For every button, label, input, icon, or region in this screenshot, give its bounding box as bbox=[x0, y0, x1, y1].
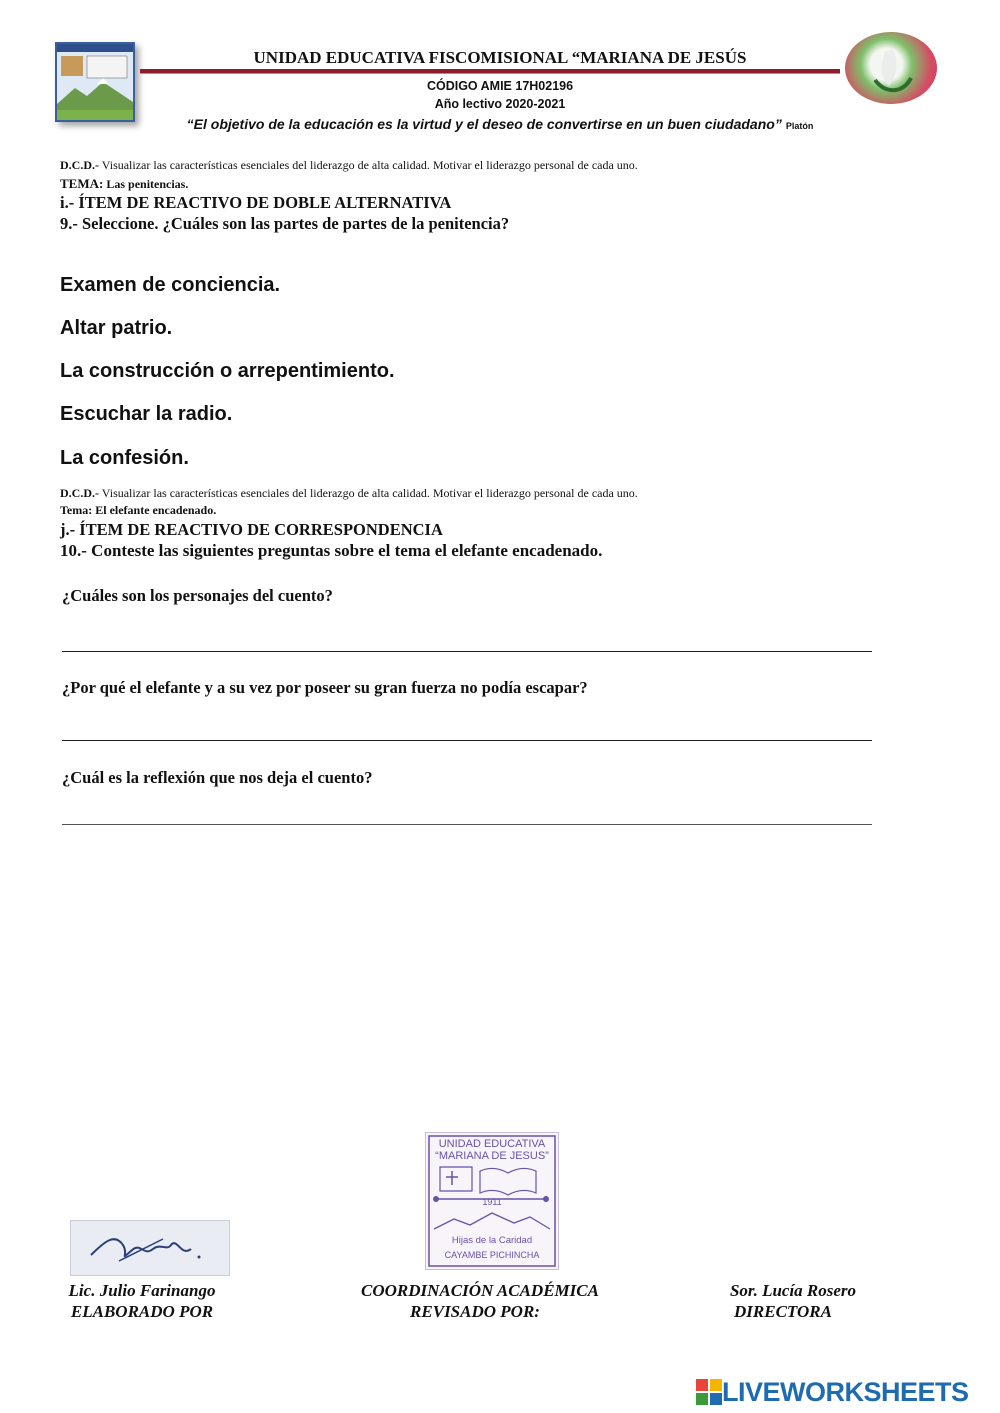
stamp-motto: Hijas de la Caridad bbox=[451, 1235, 533, 1246]
handwritten-signature bbox=[70, 1220, 230, 1276]
tema-label: TEMA: bbox=[60, 176, 104, 191]
sub-question-1: ¿Cuáles son los personajes del cuento? bbox=[62, 586, 333, 605]
dcd-line-2 bbox=[60, 486, 960, 501]
stamp-line-2: “MARIANA DE JESUS” bbox=[435, 1150, 549, 1162]
item-i-title: i.- ÍTEM DE REACTIVO DE DOBLE ALTERNATIVA bbox=[60, 193, 452, 212]
motto bbox=[60, 116, 940, 132]
signature-3-role: DIRECTORA bbox=[734, 1302, 832, 1321]
dcd-text-2: Visualizar las características esenciales del liderazgo de alta calidad. Motivar el liderazgo personal de cada uno. bbox=[99, 486, 638, 500]
signature-2-role: REVISADO POR: bbox=[410, 1302, 540, 1321]
amie-code: CÓDIGO AMIE 17H02196 bbox=[426, 79, 574, 93]
liveworksheets-brand: LIVEWORKSHEETS bbox=[722, 1376, 969, 1407]
tema-text: Las penitencias. bbox=[103, 177, 189, 191]
liveworksheets-watermark[interactable] bbox=[696, 1377, 969, 1407]
item-j-title: j.- ÍTEM DE REACTIVO DE CORRESPONDENCIA bbox=[60, 520, 443, 539]
dcd-line-1 bbox=[60, 158, 960, 173]
school-year: Año lectivo 2020-2021 bbox=[434, 97, 566, 111]
tema-text-2: El elefante encadenado. bbox=[92, 503, 217, 517]
option-5[interactable]: La confesión. bbox=[60, 447, 189, 469]
stamp-line-1: UNIDAD EDUCATIVA bbox=[438, 1138, 546, 1150]
signature-1-role: ELABORADO POR bbox=[70, 1302, 214, 1321]
liveworksheets-icon bbox=[696, 1379, 722, 1405]
motto-author: Platón bbox=[785, 121, 814, 131]
institution-stamp bbox=[425, 1132, 559, 1270]
option-2[interactable]: Altar patrio. bbox=[60, 317, 173, 339]
question-9: 9.- Seleccione. ¿Cuáles son las partes de partes de la penitencia? bbox=[60, 214, 510, 233]
motto-text: “El objetivo de la educación es la virtud y el deseo de convertirse en un buen ciudadano” bbox=[186, 116, 782, 132]
answer-line-3[interactable] bbox=[62, 824, 872, 825]
answer-line-2[interactable] bbox=[62, 740, 872, 741]
tema-line-2 bbox=[60, 503, 216, 518]
dcd-text: Visualizar las características esenciales del liderazgo de alta calidad. Motivar el liderazgo personal de cada uno. bbox=[99, 158, 638, 172]
sub-question-2: ¿Por qué el elefante y a su vez por poseer su gran fuerza no podía escapar? bbox=[62, 678, 588, 697]
signature-2-name: COORDINACIÓN ACADÉMICA bbox=[361, 1281, 599, 1300]
stamp-place: CAYAMBE PICHINCHA bbox=[444, 1250, 540, 1260]
school-crest-logo bbox=[55, 42, 135, 122]
option-3[interactable]: La construcción o arrepentimiento. bbox=[60, 360, 395, 382]
option-4[interactable]: Escuchar la radio. bbox=[60, 403, 233, 425]
option-1[interactable]: Examen de conciencia. bbox=[60, 274, 281, 296]
question-10: 10.- Conteste las siguientes preguntas sobre el tema el elefante encadenado. bbox=[60, 541, 603, 560]
signature-1-name: Lic. Julio Farinango bbox=[68, 1281, 216, 1300]
dcd-label-2: D.C.D.- bbox=[60, 486, 99, 500]
stamp-year: 1911 bbox=[482, 1197, 502, 1207]
institution-emblem-logo bbox=[845, 32, 937, 104]
tema-line-1 bbox=[60, 176, 188, 192]
tema-label-2: Tema: bbox=[60, 503, 93, 517]
header-rule bbox=[140, 69, 840, 74]
dcd-label: D.C.D.- bbox=[60, 158, 99, 172]
answer-line-1[interactable] bbox=[62, 651, 872, 652]
signature-3-name: Sor. Lucía Rosero bbox=[729, 1281, 857, 1300]
school-name: UNIDAD EDUCATIVA FISCOMISIONAL “MARIANA DE JESÚS bbox=[253, 48, 747, 67]
sub-question-3: ¿Cuál es la reflexión que nos deja el cuento? bbox=[62, 768, 373, 787]
